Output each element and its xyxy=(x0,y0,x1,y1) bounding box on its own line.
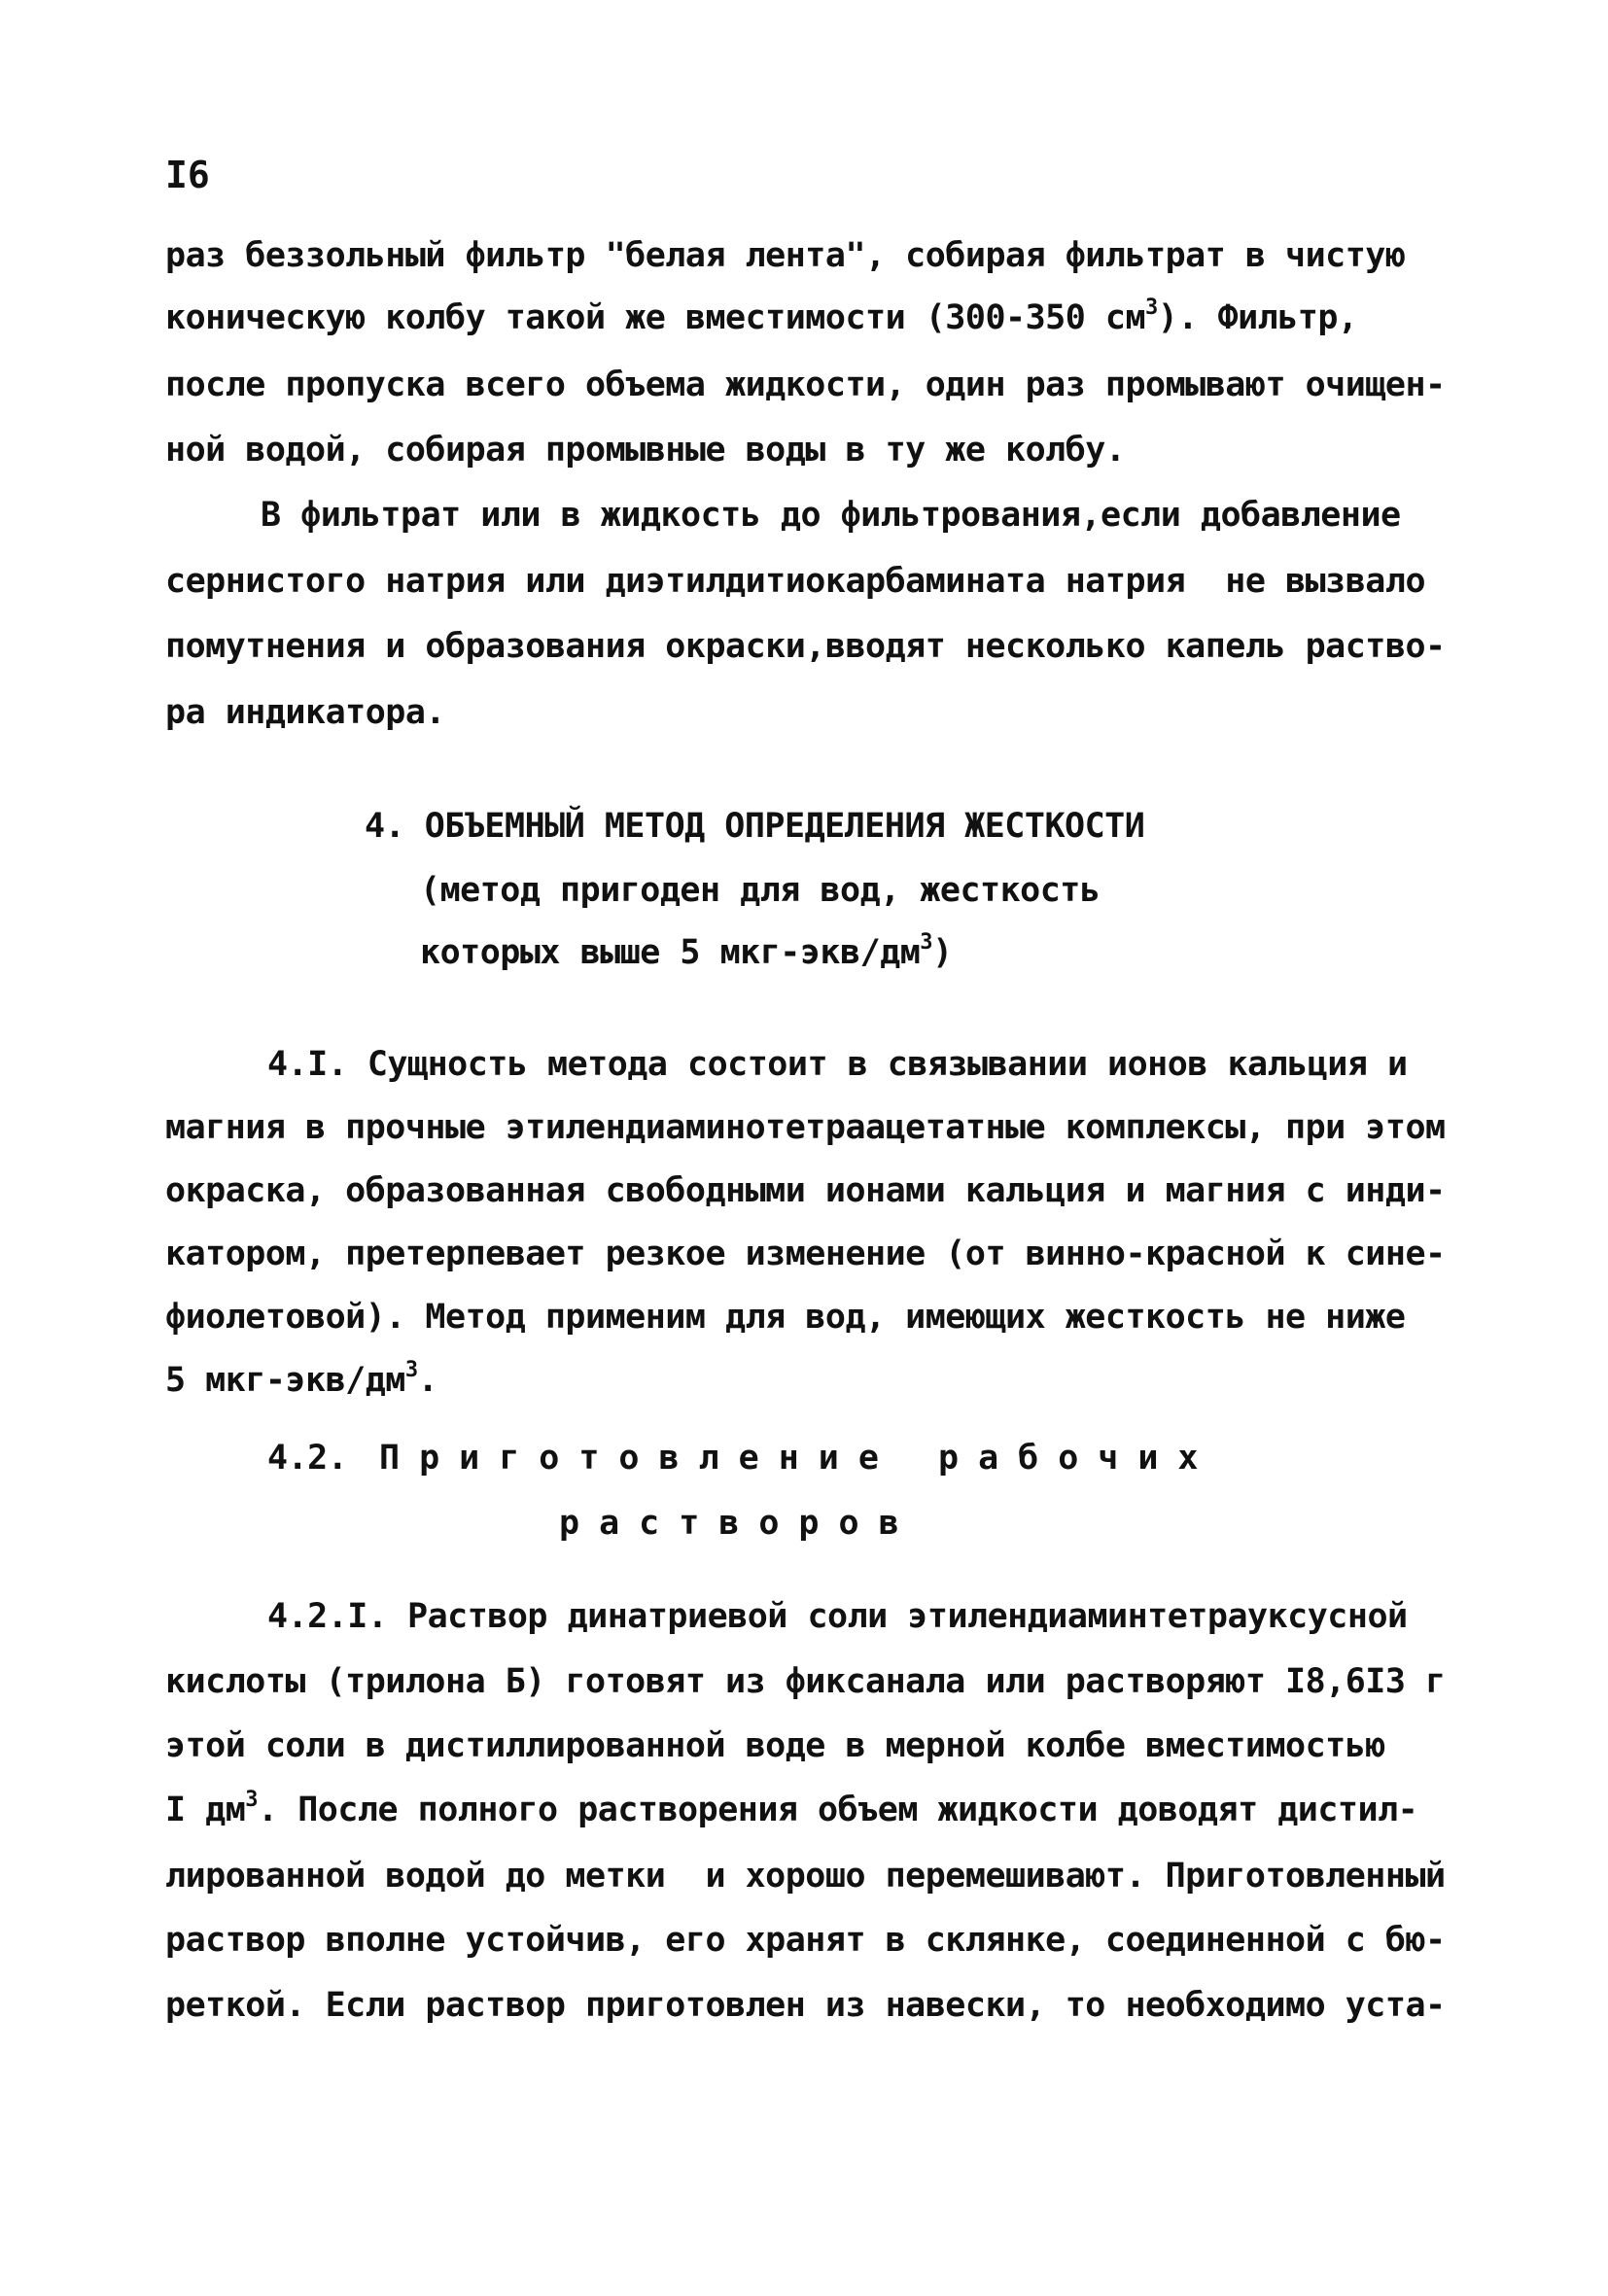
text-fragment: 5 мкг-экв/дм xyxy=(165,1361,405,1400)
text-fragment: ). Фильтр, xyxy=(1157,298,1358,337)
text-line xyxy=(165,298,1358,337)
superscript: 3 xyxy=(1145,296,1158,321)
text-fragment: коническую колбу такой же вместимости (300-350 см xyxy=(165,298,1146,337)
text-fragment: ) xyxy=(932,933,953,972)
text-line: ной водой, собирая промывные воды в ту же колбу. xyxy=(165,431,1126,470)
text-line xyxy=(165,1788,1418,1829)
text-line: реткой. Если раствор приготовлен из навески, то необходимо уста- xyxy=(165,1986,1446,2025)
subsection-title: растворов xyxy=(559,1504,919,1543)
text-line: лированной водой до метки и хорошо перемешивают. Приготовленный xyxy=(165,1857,1446,1896)
text-fragment: которых выше 5 мкг-экв/дм xyxy=(420,933,921,972)
superscript: 3 xyxy=(245,1788,259,1813)
text-line: В фильтрат или в жидкость до фильтрования,если добавление xyxy=(261,496,1401,535)
text-line: ра индикатора. xyxy=(165,693,446,732)
text-line: помутнения и образования окраски,вводят несколько капель раство- xyxy=(165,627,1446,666)
text-fragment: . xyxy=(417,1361,438,1400)
text-line xyxy=(165,1358,438,1400)
superscript: 3 xyxy=(920,930,933,956)
text-line: этой соли в дистиллированной воде в мерной колбе вместимостью xyxy=(165,1726,1385,1765)
text-line: раз беззольный фильтр "белая лента", собирая фильтрат в чистую xyxy=(165,236,1406,275)
text-line: после пропуска всего объема жидкости, один раз промывают очищен- xyxy=(165,365,1446,404)
subsection-title: Приготовление рабочих xyxy=(379,1439,1218,1478)
text-line: магния в прочные этилендиаминотетраацетатные комплексы, при этом xyxy=(165,1108,1446,1147)
section-note xyxy=(420,930,953,972)
text-line: раствор вполне устойчив, его хранят в склянке, соединенной с бю- xyxy=(165,1921,1446,1960)
section-note: (метод пригоден для вод, жесткость xyxy=(420,871,1101,910)
text-line: фиолетовой). Метод применим для вод, имеющих жесткость не ниже xyxy=(165,1298,1406,1337)
text-line: 4.I. Сущность метода состоит в связывании ионов кальция и xyxy=(267,1045,1408,1084)
text-line: катором, претерпевает резкое изменение (от винно-красной к сине- xyxy=(165,1235,1446,1273)
page-number: I6 xyxy=(165,154,210,196)
text-line: окраска, образованная свободными ионами кальция и магния с инди- xyxy=(165,1171,1446,1210)
text-line: кислоты (трилона Б) готовят из фиксанала или растворяют I8,6I3 г xyxy=(165,1662,1446,1701)
text-line: 4.2.I. Раствор динатриевой соли этилендиаминтетрауксусной xyxy=(267,1597,1408,1636)
text-line: сернистого натрия или диэтилдитиокарбамината натрия не вызвало xyxy=(165,562,1426,601)
superscript: 3 xyxy=(404,1358,418,1383)
text-fragment: I дм xyxy=(165,1791,246,1829)
subsection-number: 4.2. xyxy=(267,1439,348,1478)
section-title: 4. ОБЪЕМНЫЙ МЕТОД ОПРЕДЕЛЕНИЯ ЖЕСТКОСТИ xyxy=(365,807,1145,846)
text-fragment: . После полного растворения объем жидкости доводят дистил- xyxy=(258,1791,1418,1829)
